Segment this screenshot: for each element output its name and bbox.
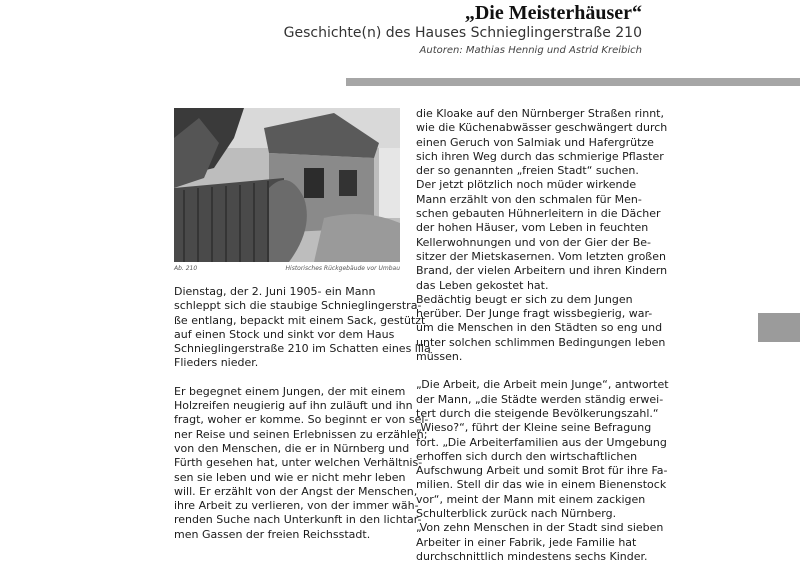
- text-line: milien. Stell dir das wie in einem Bienenstock: [416, 478, 667, 492]
- text-line: einen Geruch von Salmiak und Hafergrütze: [416, 135, 654, 149]
- page-side-tab: [758, 313, 800, 342]
- text-line: Fürth gesehen hat, unter welchen Verhältnis-: [174, 456, 423, 470]
- text-line: ße entlang, bepackt mit einem Sack, gestützt: [174, 313, 426, 327]
- text-line: vor“, meint der Mann mit einem zackigen: [416, 492, 646, 506]
- text-line: sen sie leben und wie er nicht mehr leben: [174, 470, 406, 484]
- text-line: fort. „Die Arbeiterfamilien aus der Umgebung: [416, 435, 667, 449]
- text-line: durchschnittlich mindestens sechs Kinder.: [416, 549, 648, 563]
- text-line: „Wieso?“, führt der Kleine seine Befragung: [416, 421, 652, 435]
- text-line: von den Menschen, die er in Nürnberg und: [174, 441, 410, 455]
- text-line: um die Menschen in den Städten so eng und: [416, 321, 663, 335]
- figure-caption: Historisches Rückgebäude vor Umbau: [285, 265, 400, 272]
- right-text-column: [416, 107, 669, 578]
- text-line: sitzer der Mietskasernen. Vom letzten großen: [416, 249, 666, 263]
- text-line: Flieders nieder.: [174, 356, 259, 370]
- text-line: Kellerwohnungen und von der Gier der Be-: [416, 235, 651, 249]
- paragraph: [416, 378, 669, 564]
- document-title: „Die Meisterhäuser“: [464, 2, 642, 24]
- text-line: Holzreifen neugierig auf ihn zuläuft und ihn: [174, 399, 413, 413]
- paragraph: [174, 285, 431, 371]
- text-line: sich ihren Weg durch das schmierige Pflaster: [416, 149, 664, 163]
- text-line: Dienstag, der 2. Juni 1905- ein Mann: [174, 285, 376, 298]
- text-line: ner Reise und seinen Erlebnissen zu erzählen;: [174, 427, 428, 441]
- historic-building-photo: [174, 108, 400, 262]
- text-line: schleppt sich die staubige Schnieglingerstra-: [174, 299, 422, 313]
- paragraph: [416, 107, 668, 364]
- left-text-column: [174, 285, 431, 556]
- text-line: unter solchen schlimmen Bedingungen leben: [416, 335, 666, 349]
- text-line: will. Er erzählt von der Angst der Menschen,: [174, 484, 418, 498]
- text-line: Brand, der vielen Arbeitern und ihren Kindern: [416, 264, 668, 278]
- text-line: der Mann, „die Städte werden ständig erwei-: [416, 392, 664, 406]
- header-rule: [346, 78, 800, 86]
- text-line: die Kloake auf den Nürnberger Straßen rinnt,: [416, 107, 664, 120]
- text-line: erhoffen sich durch den wirtschaftlichen: [416, 449, 638, 463]
- text-line: Schulterblick zurück nach Nürnberg.: [416, 507, 617, 521]
- text-line: wie die Küchenabwässer geschwängert durch: [416, 121, 668, 135]
- text-line: der so genannten „freien Stadt“ suchen.: [416, 164, 639, 178]
- text-line: müssen.: [416, 350, 463, 364]
- text-line: „Die Arbeit, die Arbeit mein Junge“, antwortet: [416, 378, 669, 392]
- text-line: ihre Arbeit zu verlieren, von der immer wäh-: [174, 499, 419, 513]
- text-line: Der jetzt plötzlich noch müder wirkende: [416, 178, 637, 192]
- document-authors: Autoren: Mathias Hennig und Astrid Kreibich: [419, 45, 642, 56]
- text-line: Aufschwung Arbeit und somit Brot für ihre Fa-: [416, 464, 668, 478]
- text-line: renden Suche nach Unterkunft in den lichtar-: [174, 513, 422, 527]
- figure-label: Ab. 210: [174, 265, 198, 272]
- text-line: men Gassen der freien Reichsstadt.: [174, 527, 371, 541]
- text-line: „Von zehn Menschen in der Stadt sind sieben: [416, 521, 664, 535]
- text-line: Schnieglingerstraße 210 im Schatten eines lila: [174, 342, 431, 356]
- text-line: schen gebauten Hühnerleitern in die Dächer: [416, 207, 661, 221]
- text-line: Bedächtig beugt er sich zu dem Jungen: [416, 292, 633, 306]
- text-line: auf einen Stock und sinkt vor dem Haus: [174, 327, 395, 341]
- text-line: herüber. Der Junge fragt wissbegierig, war-: [416, 307, 653, 321]
- text-line: das Leben gekostet hat.: [416, 278, 549, 292]
- document-subtitle: Geschichte(n) des Hauses Schnieglingerstraße 210: [283, 25, 642, 41]
- text-line: Arbeiter in einer Fabrik, jede Familie hat: [416, 535, 637, 549]
- text-line: der hohen Häuser, vom Leben in feuchten: [416, 221, 649, 235]
- paragraph: [174, 384, 429, 542]
- text-line: Er begegnet einem Jungen, der mit einem: [174, 384, 406, 398]
- text-line: tert durch die steigende Bevölkerungszahl.“: [416, 406, 659, 420]
- text-line: Mann erzählt von den schmalen für Men-: [416, 192, 642, 206]
- text-line: fragt, woher er komme. So beginnt er von sei-: [174, 413, 429, 427]
